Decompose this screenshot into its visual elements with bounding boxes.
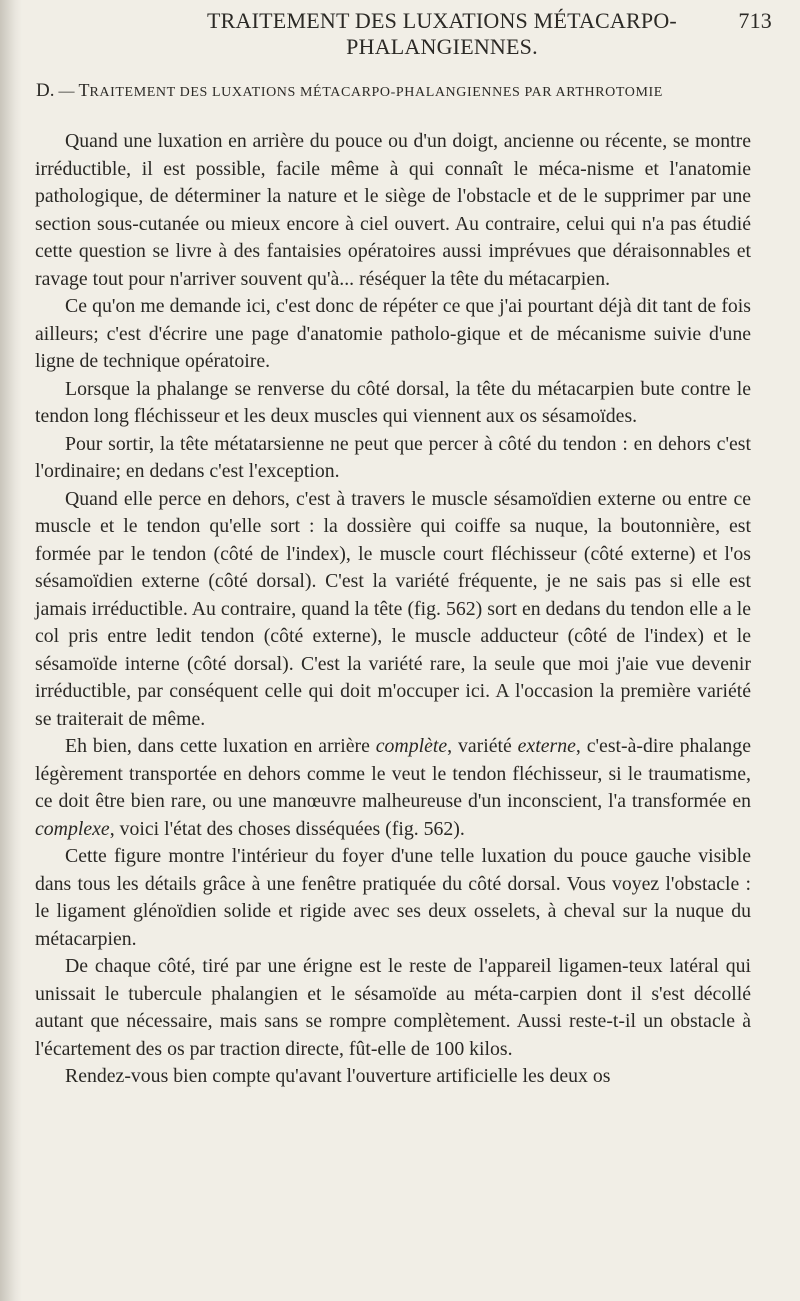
paragraph: Quand une luxation en arrière du pouce ou d'un doigt, ancienne ou récente, se montre irréductible, il est possible, facile même à qui connaît le méca-nisme et l'anatomie pathologique, de déterminer la nature et le siège de l'obstacle et de le supprimer par une section sous-cutanée ou mieux encore à ciel ouvert. Au contraire, celui qui n'a pas étudié cette question se livre à des fantaisies opératoires aussi imprévues que déraisonnables et ravage tout pour n'arriver souvent qu'à... réséquer la tête du métacarpien.	[35, 130, 751, 290]
running-head-title: TRAITEMENT DES LUXATIONS MÉTACARPO-PHALANGIENNES.	[207, 8, 677, 59]
paragraph-text: Eh bien, dans cette luxation en arrière	[65, 735, 376, 757]
running-head	[112, 8, 772, 59]
section-dash: —	[58, 83, 75, 100]
section-heading	[36, 80, 776, 102]
section-letter: D.	[36, 80, 55, 101]
paragraph: Ce qu'on me demande ici, c'est donc de répéter ce que j'ai pourtant déjà dit tant de fois ailleurs; c'est d'écrire une page d'anatomie patholo-gique et de mécanisme suivie d'une ligne de technique opératoire.	[35, 295, 751, 372]
paragraph: Rendez-vous bien compte qu'avant l'ouverture artificielle les deux os	[65, 1065, 611, 1087]
paragraph: Lorsque la phalange se renverse du côté dorsal, la tête du métacarpien bute contre le tendon long fléchisseur et les deux muscles qui viennent aux os sésamoïdes.	[35, 377, 751, 427]
paragraph-text: , variété	[447, 735, 518, 757]
paragraph: Pour sortir, la tête métatarsienne ne peut que percer à côté du tendon : en dehors c'est l'ordinaire; en dedans c'est l'exception.	[35, 432, 751, 482]
paragraph	[35, 733, 751, 843]
section-first-letter: T	[78, 80, 90, 100]
section-title: RAITEMENT DES LUXATIONS MÉTACARPO-PHALANGIENNES PAR ARTHROTOMIE	[89, 85, 663, 100]
paragraph: Quand elle perce en dehors, c'est à travers le muscle sésamoïdien externe ou entre ce muscle et le tendon qu'elle sort : la dossière qui coiffe sa nuque, la boutonnière, est formée par le tendon (côté de l'index), le muscle court fléchisseur (côté externe) et l'os sésamoïdien externe (côté dorsal). C'est la variété fréquente, je ne sais pas si elle est jamais irréductible. Au contraire, quand la tête (fig. 562) sort en dedans du tendon elle a le col pris entre ledit tendon (côté externe), le muscle adducteur (côté de l'index) et le sésamoïde interne (côté dorsal). C'est la variété rare, la seule que moi j'aie vue devenir irréductible, par conséquent celle qui doit m'occuper ici. A l'occasion la première variété se traiterait de même.	[35, 487, 751, 730]
body-text	[35, 128, 751, 1091]
emphasis-complete: complète	[375, 735, 448, 757]
paragraph-text: , voici l'état des choses disséquées (fig. 562).	[109, 817, 465, 840]
paragraph: Cette figure montre l'intérieur du foyer d'une telle luxation du pouce gauche visible dans tous les détails grâce à une fenêtre pratiquée du côté dorsal. Vous voyez l'obstacle : le ligament glénoïdien solide et rigide avec ses deux osselets, à cheval sur la nuque du métacarpien.	[35, 845, 751, 950]
paragraph: De chaque côté, tiré par une érigne est le reste de l'appareil ligamen-teux latéral qui unissait le tubercule phalangien et le sésamoïde au méta-carpien dont il s'est décollé autant que nécessaire, mais sans se rompre complètement. Aussi reste-t-il un obstacle à l'écartement des os par traction directe, fût-elle de 100 kilos.	[35, 955, 751, 1060]
page-number: 713	[738, 8, 772, 33]
emphasis-externe: externe	[517, 735, 576, 757]
emphasis-complexe: complexe	[35, 817, 110, 840]
paragraph-text: , c'est-à-dire phalange légèrement transportée en dehors comme le veut le tendon fléchisseur, si le traumatisme, ce doit être bien rare, ou une manœuvre malheureuse d'un inconscient, l'a transformée en	[35, 735, 751, 812]
